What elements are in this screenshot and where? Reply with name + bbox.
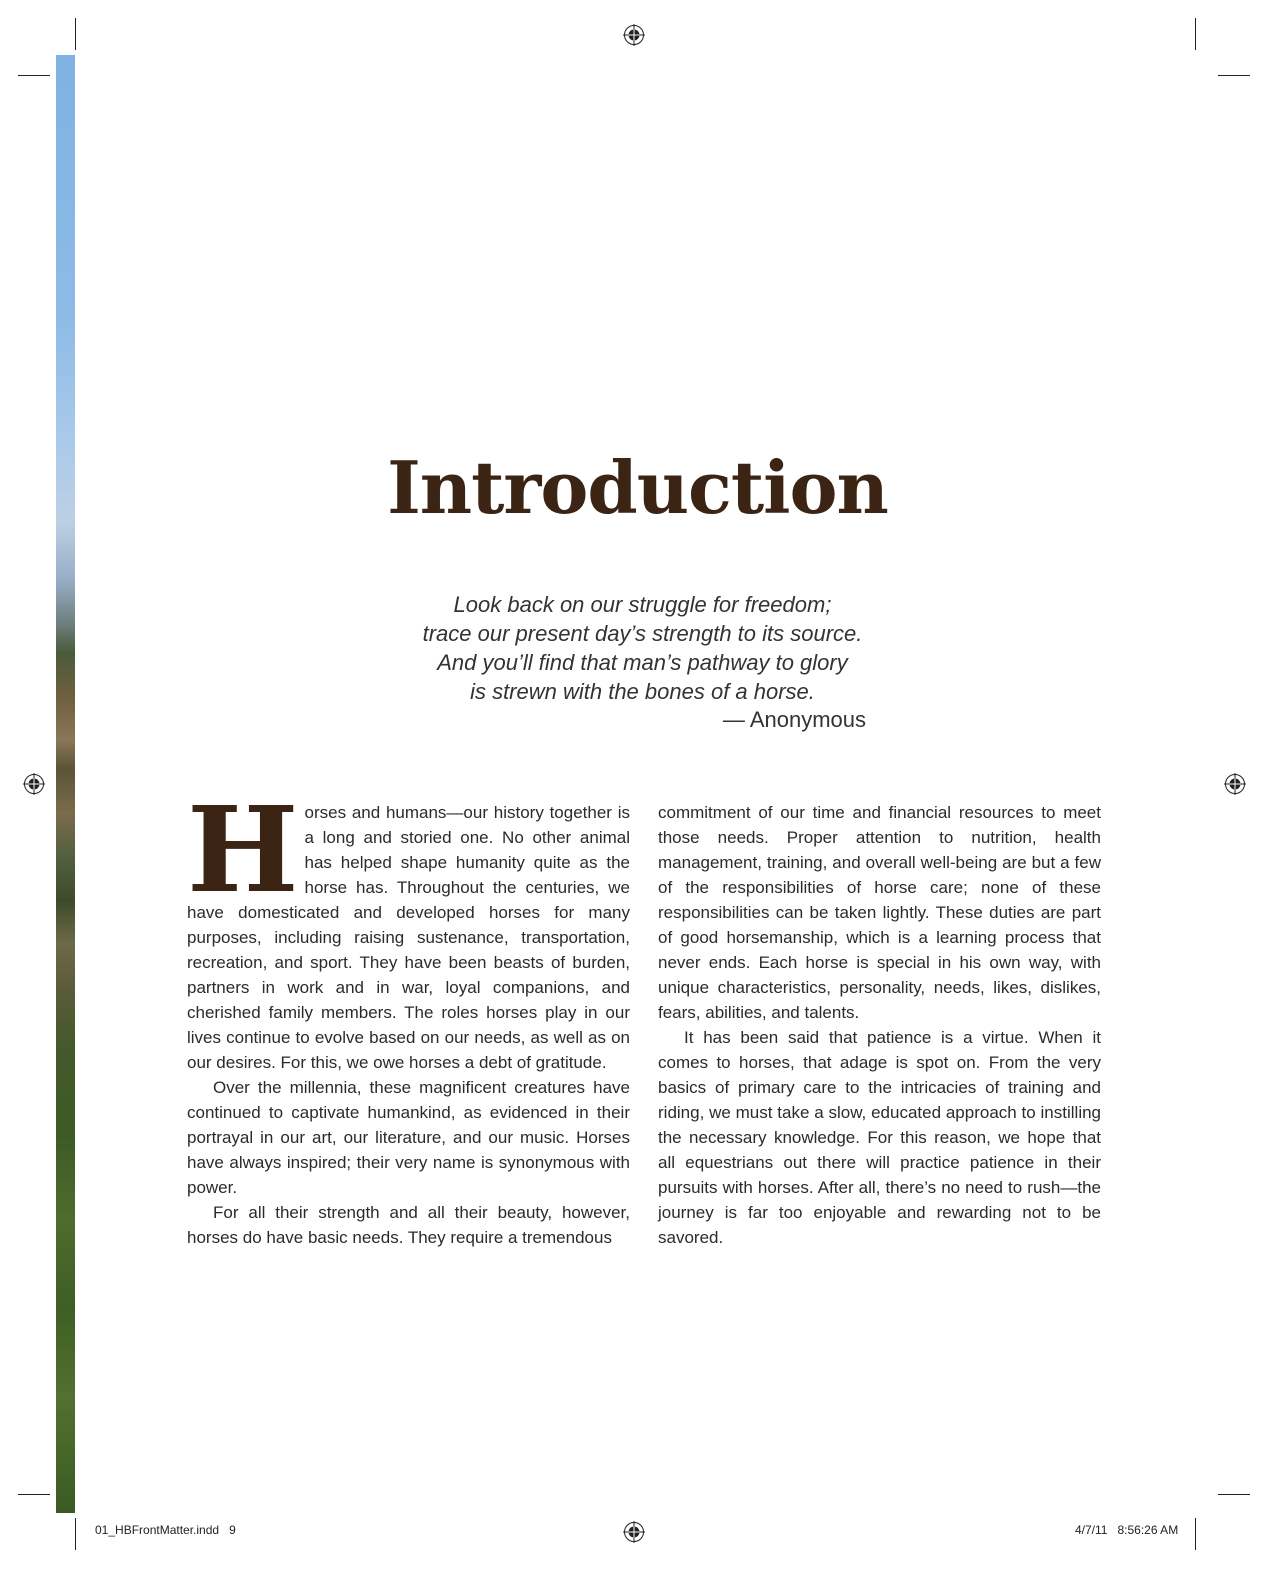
registration-mark-icon — [623, 24, 645, 46]
body-paragraph: commitment of our time and financial resources to meet those needs. Proper attention to nutrition, health management, training, and overall well-being are but a few of the responsibilities of horse care; none of these responsibilities can be taken lightly. These duties are part of good horsemanship, which is a learning process that never ends. Each horse is special in his own way, with unique characteristics, personality, needs, likes, dislikes, fears, abilities, and talents. — [658, 803, 1101, 1022]
crop-mark-top-right — [1195, 18, 1196, 50]
body-paragraph: It has been said that patience is a virtue. When it comes to horses, that adage is spot on. From the very basics of primary care to the intricacies of training and riding, we must take a slow, educated approach to instilling the necessary knowledge. For this reason, we hope that all equestrians out there will practice patience in their pursuits with horses. After all, there’s no need to rush—the journey is far too enjoyable and rewarding not to be savored. — [658, 1028, 1101, 1247]
epigraph-attribution: — Anonymous — [722, 707, 866, 732]
slug-file-name: 01_HBFrontMatter.indd 9 — [95, 1523, 236, 1537]
epigraph-line: is strewn with the bones of a horse. — [470, 679, 815, 704]
page-title: Introduction — [387, 445, 888, 530]
registration-mark-icon — [623, 1521, 645, 1543]
drop-cap: H — [187, 780, 299, 919]
crop-mark-bottom-right — [1195, 1518, 1196, 1550]
body-column-right — [658, 800, 1101, 1250]
epigraph-line: trace our present day’s strength to its source. — [422, 621, 863, 646]
crop-mark-left-top — [18, 75, 50, 76]
epigraph — [380, 590, 905, 706]
crop-mark-right-bottom — [1218, 1494, 1250, 1495]
epigraph-line: And you’ll find that man’s pathway to glory — [437, 650, 848, 675]
body-column-left — [187, 780, 630, 1250]
bleed-image-strip — [56, 55, 75, 1513]
crop-mark-bottom-left — [75, 1518, 76, 1550]
body-paragraph: Over the millennia, these magnificent creatures have continued to captivate humankind, as evidenced in their portrayal in our art, our literature, and our music. Horses have always inspired; their very name is synonymous with power. — [187, 1078, 630, 1197]
registration-mark-icon — [23, 773, 45, 795]
registration-mark-icon — [1224, 773, 1246, 795]
slug-timestamp: 4/7/11 8:56:26 AM — [1075, 1523, 1179, 1537]
crop-mark-right-top — [1218, 75, 1250, 76]
paragraph-text: orses and humans—our history together is a long and storied one. No other animal has helped shape humanity quite as the horse has. Throughout the centuries, we have domesticated and developed horses for many purposes, including raising sustenance, transportation, recreation, and sport. They have been beasts of burden, partners in work and in war, loyal companions, and cherished family members. The roles horses play in our lives continue to evolve based on our needs, as well as on our desires. For this, we owe horses a debt of gratitude. — [187, 803, 630, 1072]
crop-mark-left-bottom — [18, 1494, 50, 1495]
crop-mark-top-left — [75, 18, 76, 50]
epigraph-line: Look back on our struggle for freedom; — [453, 592, 832, 617]
body-paragraph: For all their strength and all their beauty, however, horses do have basic needs. They require a tremendous — [187, 1203, 630, 1247]
body-paragraph — [187, 780, 630, 1075]
